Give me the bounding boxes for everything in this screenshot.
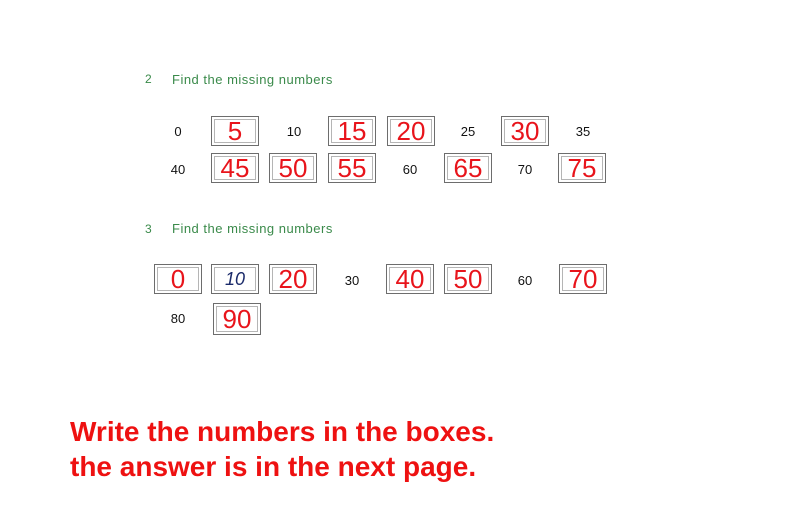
- given-number: 10: [286, 124, 302, 139]
- given-number: 30: [344, 273, 360, 288]
- answer-box[interactable]: 15: [328, 116, 376, 146]
- given-number: 35: [575, 124, 591, 139]
- given-number: 40: [170, 162, 186, 177]
- question-3-title: Find the missing numbers: [172, 221, 333, 236]
- question-2-title: Find the missing numbers: [172, 72, 333, 87]
- given-number: 25: [460, 124, 476, 139]
- given-number: 0: [174, 124, 182, 139]
- given-box: 10: [211, 264, 259, 294]
- answer-box[interactable]: 50: [269, 153, 317, 183]
- answer-box[interactable]: 40: [386, 264, 434, 294]
- answer-box[interactable]: 70: [559, 264, 607, 294]
- answer-box[interactable]: 75: [558, 153, 606, 183]
- answer-box[interactable]: 5: [211, 116, 259, 146]
- answer-box[interactable]: 0: [154, 264, 202, 294]
- answer-box[interactable]: 65: [444, 153, 492, 183]
- answer-box[interactable]: 45: [211, 153, 259, 183]
- answer-box[interactable]: 50: [444, 264, 492, 294]
- instruction-line-1: Write the numbers in the boxes.: [70, 416, 495, 447]
- answer-box[interactable]: 55: [328, 153, 376, 183]
- answer-box[interactable]: 30: [501, 116, 549, 146]
- answer-box[interactable]: 20: [269, 264, 317, 294]
- given-number: 60: [517, 273, 533, 288]
- question-3-number: 3: [145, 222, 152, 236]
- instruction-line-2: the answer is in the next page.: [70, 451, 477, 482]
- given-number: 70: [517, 162, 533, 177]
- given-number: 60: [402, 162, 418, 177]
- answer-box[interactable]: 90: [213, 303, 261, 335]
- given-number: 80: [170, 311, 186, 326]
- answer-box[interactable]: 20: [387, 116, 435, 146]
- question-2-number: 2: [145, 72, 152, 86]
